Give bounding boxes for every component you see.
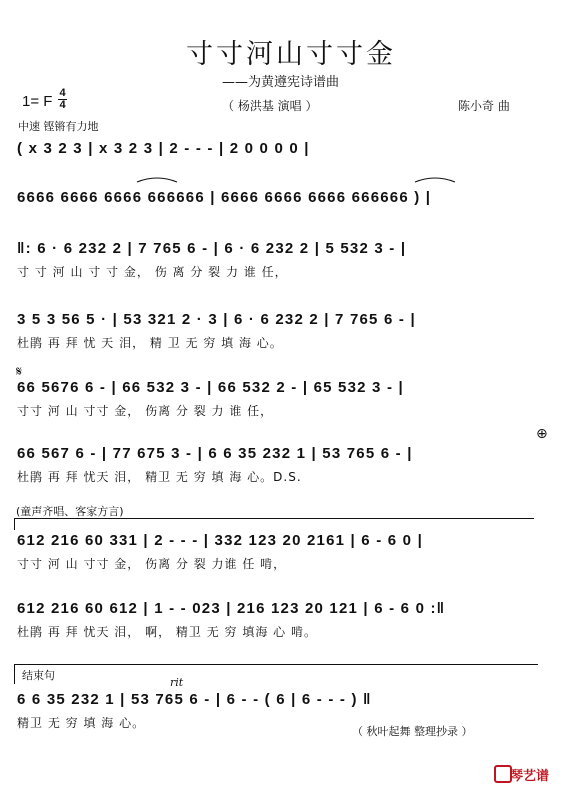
section-bracket-side [14,518,15,530]
notes-line: 66 567 6 - | 77 675 3 - | 6 6 35 232 1 | 53 765 6 - | [17,444,413,462]
watermark-text: 琴艺谱 [510,769,550,784]
ending-bracket-side [14,664,15,684]
tempo-marking: 中速 铿锵有力地 [18,120,99,133]
song-title: 寸寸河山寸寸金 [186,39,396,70]
performer-credit: （ 杨洪基 演唱 ） [222,99,318,113]
chorus-label: (童声齐唱、客家方言) [16,505,124,518]
lyric-line: 寸 寸 河 山 寸 寸 金， 伤 离 分 裂 力 谁 任， [17,265,288,279]
notes-line: ( x 3 2 3 | x 3 2 3 | 2 - - - | 2 0 0 0 0 | [17,139,310,157]
segno-sign: 𝄋 [16,364,23,380]
section-bracket [14,518,534,519]
lyric-line: 寸寸 河 山 寸寸 金， 伤离 分 裂 力 谁 任， [17,404,274,418]
meter-top: 4 [59,87,66,99]
ending-bracket [14,664,538,665]
time-signature [58,88,67,111]
lyric-line: 杜鹃 再 拜 忧 天 泪， 精 卫 无 穷 填 海 心。 [17,336,283,350]
key-signature: 1= F [22,93,53,110]
lyric-line: 精卫 无 穷 填 海 心。 [17,716,146,730]
lyric-line: 杜鹃 再 拜 忧天 泪， 啊， 精卫 无 穷 填海 心 啃。 [17,625,317,639]
meter-bottom: 4 [59,99,66,111]
notes-line: ‖: 6 · 6 232 2 | 7 765 6 - | 6 · 6 232 2 | 5 532 3 - | [17,239,407,257]
lyric-line: 杜鹃 再 拜 忧天 泪， 精卫 无 穷 填 海 心。D.S. [17,470,302,484]
notes-line: 6666 6666 6666 666666 | 6666 6666 6666 666666 ) | [17,188,432,206]
notes-line: 66 5676 6 - | 66 532 3 - | 66 532 2 - | 65 532 3 - | [17,378,404,396]
song-subtitle: ——为黄遵宪诗谱曲 [222,75,340,90]
transcriber-credit: （ 秋叶起舞 整理抄录 ） [352,725,473,738]
notes-line: 612 216 60 612 | 1 - - 023 | 216 123 20 121 | 6 - 6 0 :‖ [17,599,446,617]
composer-credit: 陈小奇 曲 [458,99,510,113]
ritardando-mark: rit [170,676,184,689]
ending-label: 结束句 [22,669,55,682]
notes-line: 612 216 60 331 | 2 - - - | 332 123 20 2161 | 6 - 6 0 | [17,531,423,549]
coda-sign: ⊕ [536,426,548,442]
notes-line: 3 5 3 56 5 · | 53 321 2 · 3 | 6 · 6 232 2 | 7 765 6 - | [17,310,416,328]
triplet-marks [17,174,547,214]
notes-line: 6 6 35 232 1 | 53 765 6 - | 6 - - ( 6 | 6 - - - ) ‖ [17,690,372,708]
lyric-line: 寸寸 河 山 寸寸 金， 伤离 分 裂 力谁 任 啃， [17,557,287,571]
